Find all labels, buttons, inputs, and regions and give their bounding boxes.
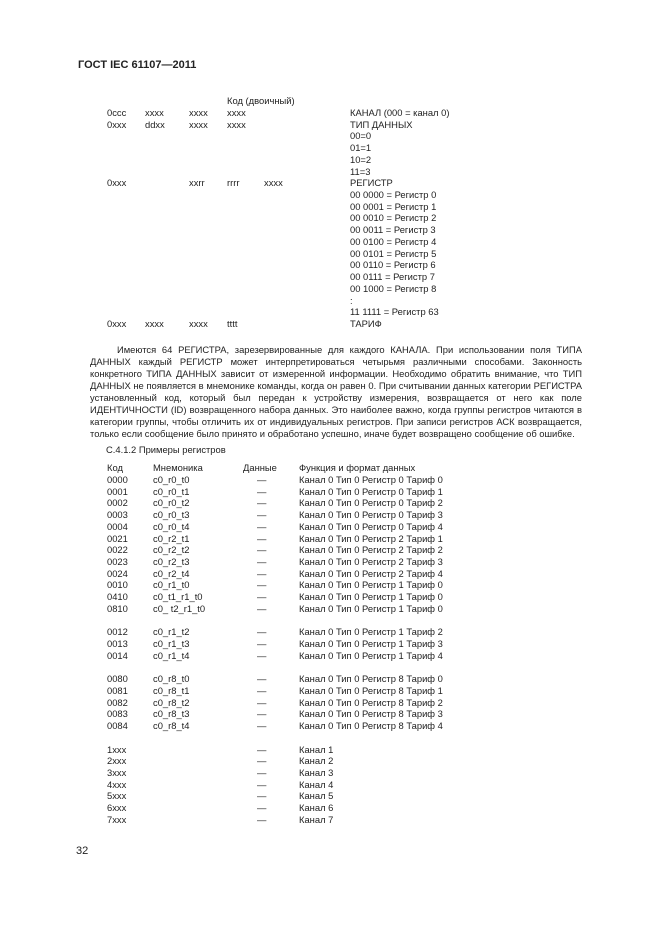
example-mnemonic: c0_r8_t4	[153, 720, 190, 732]
example-function: Канал 0 Тип 0 Регистр 1 Тариф 0	[299, 579, 443, 591]
example-function: Канал 0 Тип 0 Регистр 2 Тариф 1	[299, 532, 443, 544]
example-mnemonic: c0_r2_t3	[153, 556, 190, 568]
example-mnemonic: c0_r1_t2	[153, 626, 190, 638]
code-cell: xxxx	[189, 107, 208, 118]
code-description: 00=0	[350, 130, 372, 142]
example-function: Канал 0 Тип 0 Регистр 0 Тариф 3	[299, 509, 443, 521]
example-function: Канал 0 Тип 0 Регистр 1 Тариф 0	[299, 591, 443, 603]
code-description: КАНАЛ (000 = канал 0)	[350, 107, 450, 118]
example-function: Канал 0 Тип 0 Регистр 1 Тариф 0	[299, 602, 443, 614]
example-code: 0012	[107, 626, 128, 638]
examples-col-function: Функция и формат данных	[299, 462, 416, 473]
page-number: 32	[76, 845, 89, 857]
example-code: 0010	[107, 579, 128, 591]
example-function: Канал 0 Тип 0 Регистр 2 Тариф 3	[299, 556, 443, 568]
example-function: Канал 0 Тип 0 Регистр 0 Тариф 4	[299, 520, 443, 532]
example-data: —	[257, 790, 267, 802]
example-code: 0081	[107, 684, 128, 696]
code-description: ТИП ДАННЫХ	[350, 118, 413, 130]
body-paragraph	[90, 344, 582, 440]
example-data: —	[257, 509, 267, 521]
example-data: —	[257, 696, 267, 708]
example-function: Канал 1	[299, 743, 334, 755]
example-function: Канал 0 Тип 0 Регистр 8 Тариф 2	[299, 696, 443, 708]
example-code: 0082	[107, 696, 128, 708]
example-function: Канал 5	[299, 790, 334, 802]
code-description: 00 0101 = Регистр 5	[350, 247, 437, 259]
example-function: Канал 4	[299, 778, 334, 790]
example-code: 0023	[107, 556, 128, 568]
example-code: 0004	[107, 520, 128, 532]
example-function: Канал 0 Тип 0 Регистр 0 Тариф 0	[299, 474, 443, 485]
example-data: —	[257, 743, 267, 755]
example-mnemonic: c0_r0_t3	[153, 509, 190, 521]
example-data: —	[257, 767, 267, 778]
example-data: —	[257, 649, 267, 661]
example-mnemonic: c0_r8_t0	[153, 673, 190, 685]
example-data: —	[257, 520, 267, 532]
code-cell: xxxx	[189, 118, 208, 130]
example-data: —	[257, 532, 267, 544]
code-description: 11=3	[350, 165, 371, 177]
example-code: 0014	[107, 649, 128, 661]
example-function: Канал 0 Тип 0 Регистр 8 Тариф 3	[299, 708, 443, 720]
examples-col-code: Код	[107, 462, 123, 473]
example-mnemonic: c0_r1_t4	[153, 649, 190, 661]
examples-col-data: Данные	[243, 462, 277, 473]
example-function: Канал 0 Тип 0 Регистр 0 Тариф 1	[299, 485, 443, 497]
example-mnemonic: c0_t1_r1_t0	[153, 591, 203, 603]
code-cell: 0xxx	[107, 317, 127, 329]
example-mnemonic: c0_r0_t1	[153, 485, 190, 497]
example-mnemonic: c0_r2_t4	[153, 567, 190, 579]
code-cell: xxxx	[264, 177, 283, 189]
example-function: Канал 0 Тип 0 Регистр 2 Тариф 4	[299, 567, 443, 579]
example-code: 0021	[107, 532, 128, 544]
code-cell: ddxx	[145, 118, 165, 130]
example-function: Канал 0 Тип 0 Регистр 1 Тариф 4	[299, 649, 443, 661]
code-cell: 0xxx	[107, 118, 127, 130]
code-cell: rrrr	[227, 177, 240, 189]
paragraph-text: Имеются 64 РЕГИСТРА, зарезервированные для каждого КАНАЛА. При использовании поля ТИПА ДАННЫХ каждый РЕГИСТР может интерпретироваться четырьмя различными способами. Законность конкретного ТИПА ДАННЫХ зависит от измеренной информации. Необходимо обратить внимание, что ТИП ДАННЫХ не появляется в мнемонике команды, когда он равен 0. При считывании данных категории РЕГИСТРА установленный код, который был передан к устройству измерения, возвращается от него как поле ИДЕНТИЧНОСТИ (ID) возвращенного набора данных. Это наиболее важно, когда группы регистров читаются в категории группы, чтобы отличить их от индивидуальных регистров. При записи регистров АСК возвращается, только если сообщение было принято и обработано успешно, иначе будет возвращено сообщение об ошибке.	[90, 344, 582, 439]
example-code: 5xxx	[107, 790, 127, 802]
code-cell: xxxx	[145, 317, 164, 329]
example-function: Канал 2	[299, 755, 334, 767]
example-code: 0084	[107, 720, 128, 732]
example-data: —	[257, 755, 267, 767]
example-function: Канал 0 Тип 0 Регистр 0 Тариф 2	[299, 497, 443, 509]
example-function: Канал 0 Тип 0 Регистр 1 Тариф 2	[299, 626, 443, 638]
example-mnemonic: c0_r8_t1	[153, 684, 190, 696]
example-code: 0001	[107, 485, 128, 497]
example-data: —	[257, 802, 267, 814]
example-function: Канал 6	[299, 802, 334, 814]
example-data: —	[257, 708, 267, 720]
examples-col-mnemonic: Мнемоника	[153, 462, 203, 473]
code-description: 01=1	[350, 142, 372, 154]
example-code: 0024	[107, 567, 128, 579]
example-data: —	[257, 567, 267, 579]
example-code: 2xxx	[107, 755, 127, 767]
example-code: 0013	[107, 638, 128, 650]
example-code: 7xxx	[107, 813, 127, 825]
example-data: —	[257, 474, 267, 485]
example-data: —	[257, 544, 267, 556]
example-data: —	[257, 638, 267, 650]
code-description: 00 0011 = Регистр 3	[350, 224, 436, 236]
document-header: ГОСТ IEC 61107—2011	[78, 59, 197, 71]
code-cell: xxxx	[227, 118, 246, 130]
example-mnemonic: c0_r2_t2	[153, 544, 190, 556]
code-description: 00 0000 = Регистр 0	[350, 189, 437, 201]
example-code: 0410	[107, 591, 128, 603]
example-data: —	[257, 778, 267, 790]
example-data: —	[257, 673, 267, 685]
example-function: Канал 3	[299, 767, 334, 778]
code-description: :	[350, 294, 353, 306]
example-data: —	[257, 684, 267, 696]
example-mnemonic: c0_r0_t2	[153, 497, 190, 509]
example-data: —	[257, 602, 267, 614]
example-data: —	[257, 720, 267, 732]
example-data: —	[257, 813, 267, 825]
code-description: 00 1000 = Регистр 8	[350, 282, 437, 294]
example-mnemonic: c0_r8_t2	[153, 696, 190, 708]
example-data: —	[257, 591, 267, 603]
example-code: 0022	[107, 544, 128, 556]
example-code: 0003	[107, 509, 128, 521]
example-code: 1xxx	[107, 743, 127, 755]
example-code: 0810	[107, 602, 128, 614]
code-cell: 0ccc	[107, 107, 127, 118]
example-mnemonic: c0_r1_t3	[153, 638, 190, 650]
code-cell: tttt	[227, 317, 238, 329]
example-function: Канал 0 Тип 0 Регистр 1 Тариф 3	[299, 638, 443, 650]
code-cell: xxxx	[145, 107, 164, 118]
code-cell: xxxx	[189, 317, 208, 329]
example-code: 0080	[107, 673, 128, 685]
code-description: 11 1111 = Регистр 63	[350, 306, 439, 318]
example-function: Канал 7	[299, 813, 334, 825]
example-code: 0002	[107, 497, 128, 509]
example-mnemonic: c0_r0_t4	[153, 520, 190, 532]
example-mnemonic: c0_r8_t3	[153, 708, 190, 720]
code-description: 00 0100 = Регистр 4	[350, 235, 437, 247]
code-description: 00 0110 = Регистр 6	[350, 259, 436, 271]
example-function: Канал 0 Тип 0 Регистр 8 Тариф 1	[299, 684, 443, 696]
example-data: —	[257, 556, 267, 568]
example-function: Канал 0 Тип 0 Регистр 8 Тариф 0	[299, 673, 443, 685]
code-description: 10=2	[350, 153, 372, 165]
code-description: 00 0001 = Регистр 1	[350, 200, 437, 212]
example-data: —	[257, 579, 267, 591]
example-code: 6xxx	[107, 802, 127, 814]
example-function: Канал 0 Тип 0 Регистр 8 Тариф 4	[299, 720, 443, 732]
example-code: 0083	[107, 708, 128, 720]
code-table-caption: Код (двоичный)	[227, 95, 295, 106]
code-cell: xxxx	[227, 107, 246, 118]
code-description: 00 0111 = Регистр 7	[350, 271, 435, 283]
example-mnemonic: c0_r1_t0	[153, 579, 190, 591]
code-description: 00 0010 = Регистр 2	[350, 212, 437, 224]
example-code: 3xxx	[107, 767, 127, 778]
example-mnemonic: c0_r0_t0	[153, 474, 190, 485]
subsection-title: C.4.1.2 Примеры регистров	[106, 444, 226, 455]
code-description: РЕГИСТР	[350, 177, 393, 189]
code-cell: xxrr	[189, 177, 205, 189]
example-mnemonic: c0_ t2_r1_t0	[153, 602, 206, 614]
example-mnemonic: c0_r2_t1	[153, 532, 190, 544]
example-data: —	[257, 485, 267, 497]
example-code: 0000	[107, 474, 128, 485]
example-data: —	[257, 626, 267, 638]
code-cell: 0xxx	[107, 177, 127, 189]
example-code: 4xxx	[107, 778, 127, 790]
code-description: ТАРИФ	[350, 317, 382, 329]
example-function: Канал 0 Тип 0 Регистр 2 Тариф 2	[299, 544, 443, 556]
example-data: —	[257, 497, 267, 509]
